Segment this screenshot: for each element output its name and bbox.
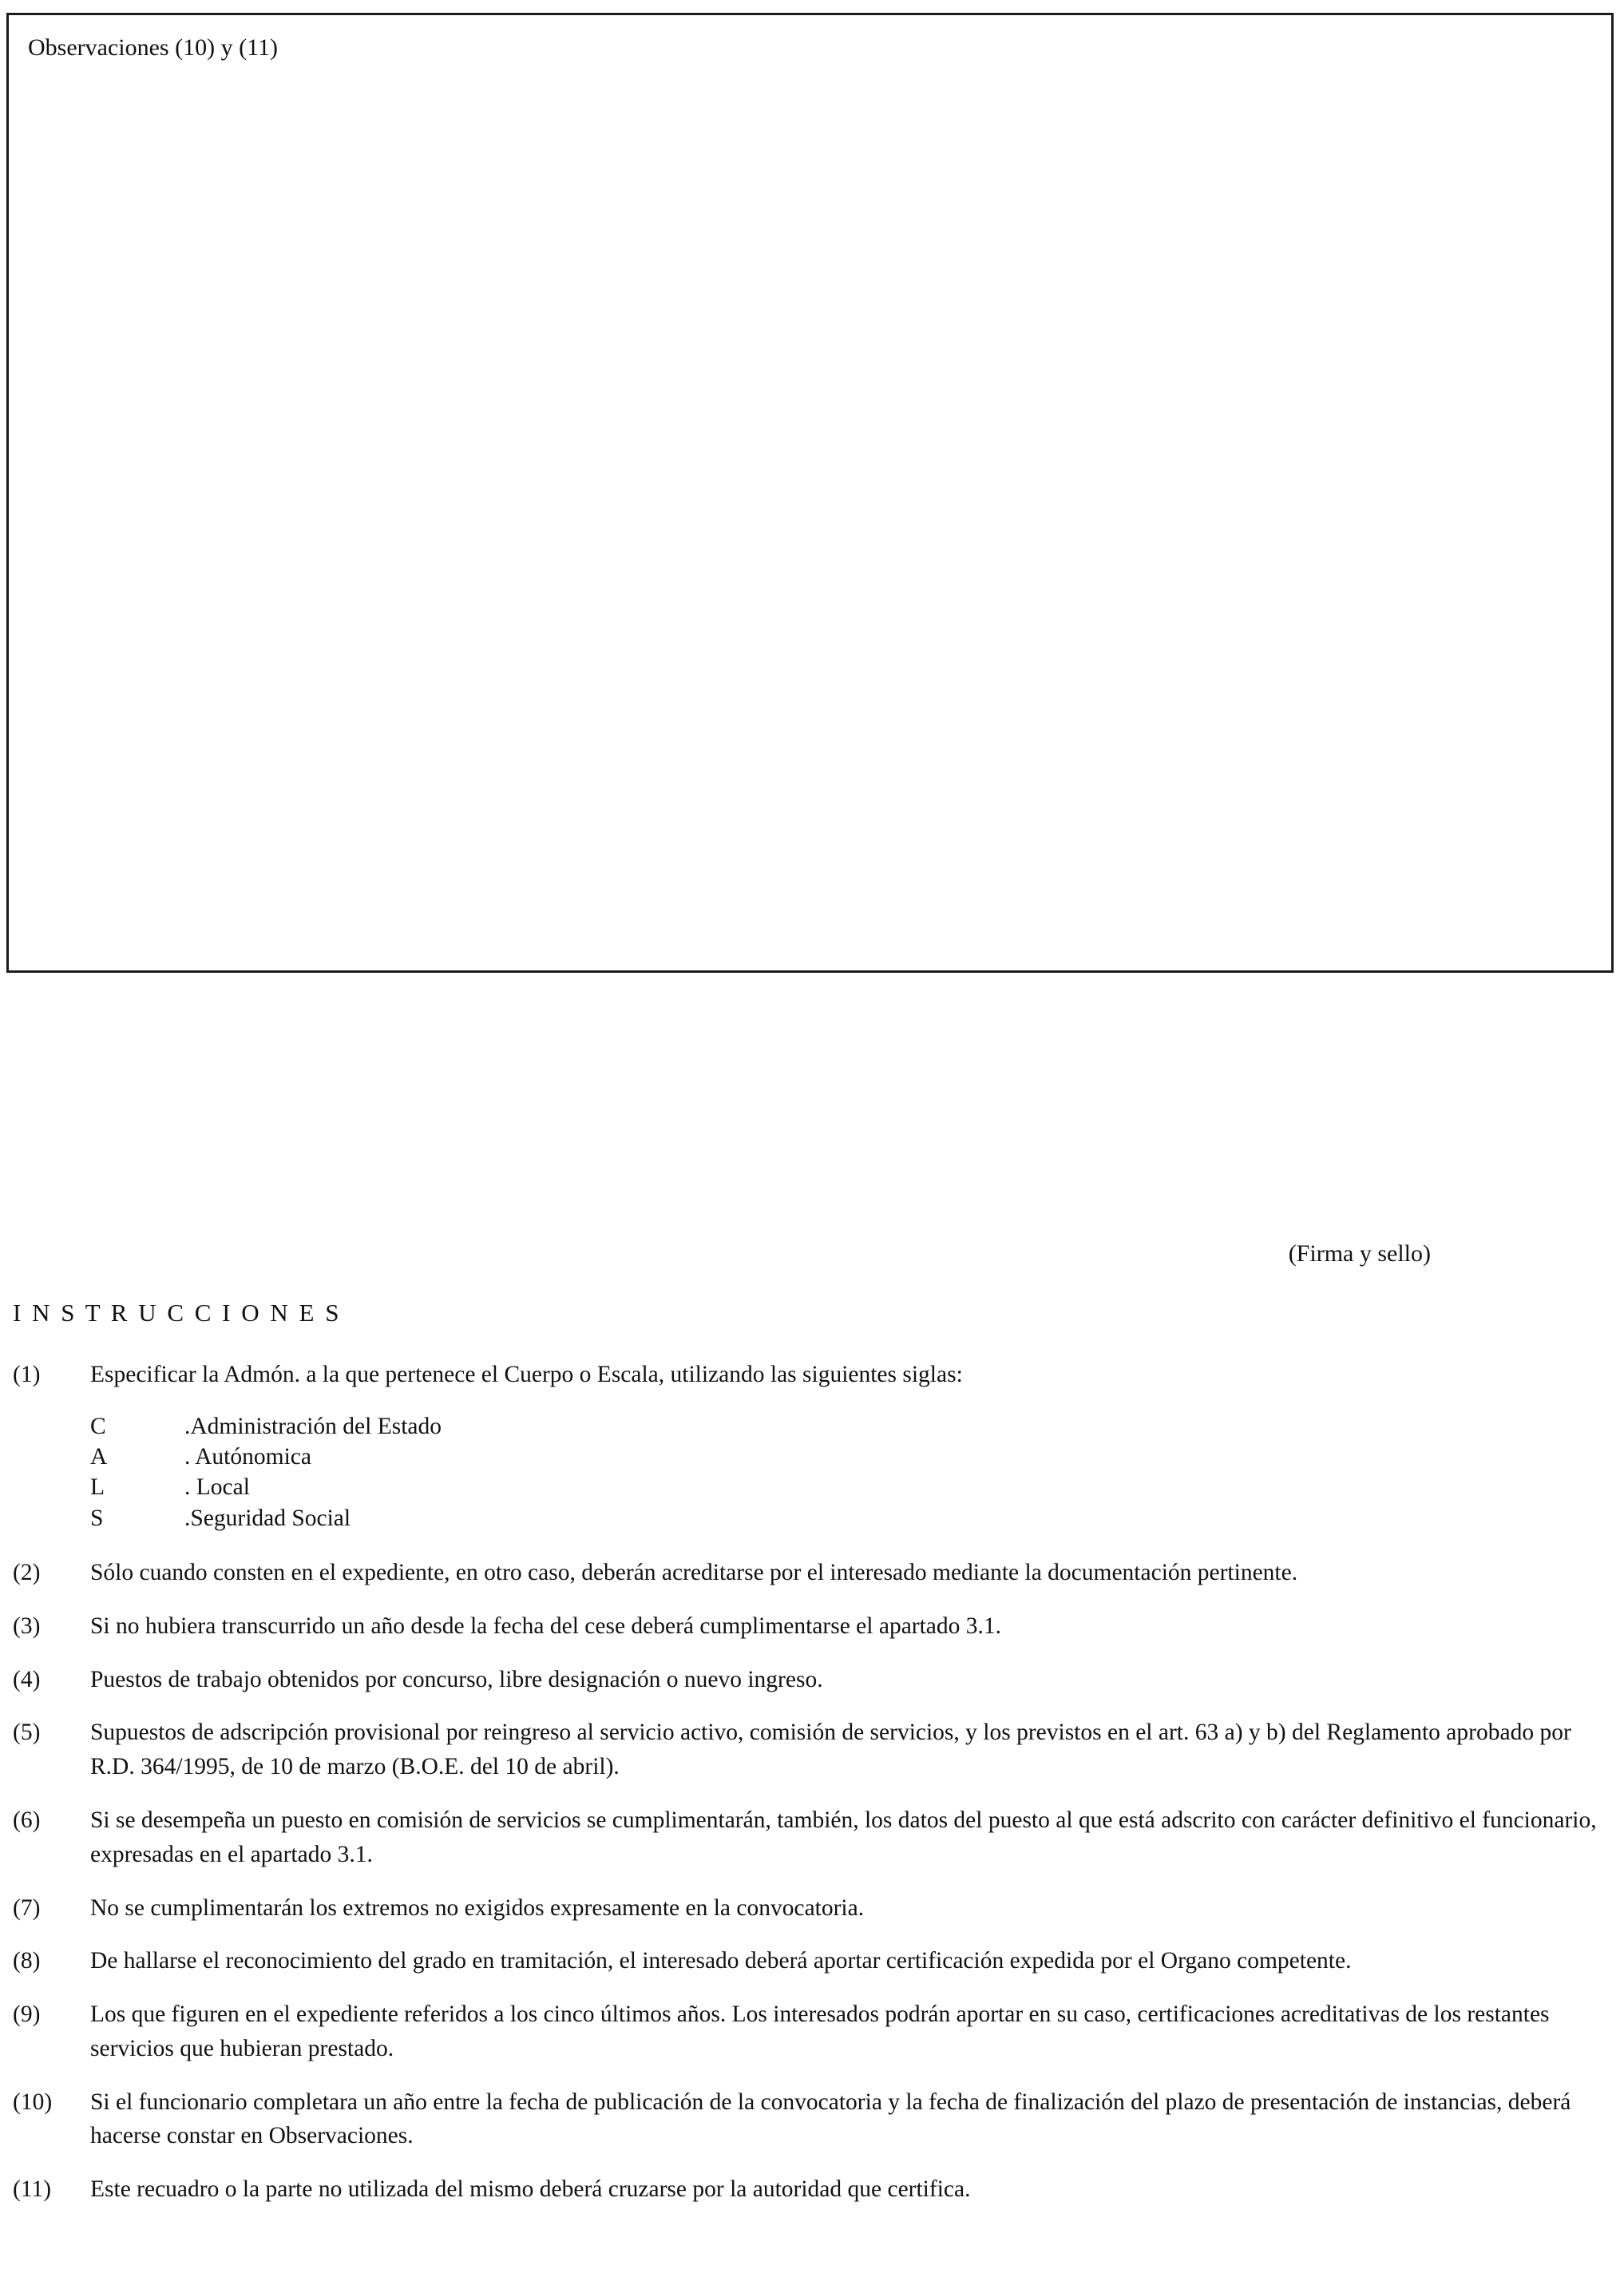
observations-box — [6, 13, 1614, 973]
instructions-list — [13, 1358, 1598, 2226]
instruction-number: (10) — [13, 2089, 53, 2115]
sigla-row-c — [90, 1411, 1598, 1442]
instruction-text: Este recuadro o la parte no utilizada del mismo deberá cruzarse por la autoridad que certifica. — [90, 2176, 971, 2203]
instruction-number: (3) — [13, 1613, 41, 1639]
instruction-number: (1) — [13, 1362, 41, 1387]
sigla-letter: S — [90, 1505, 104, 1531]
instructions-title: I N S T R U C C I O N E S — [13, 1299, 342, 1327]
instruction-number: (9) — [13, 2001, 41, 2028]
instruction-item-8 — [13, 1944, 1598, 1978]
instruction-text: Supuestos de adscripción provisional por reingreso al servicio activo, comisión de servicios, y los previstos en el art. 63 a) y b) del Reglamento aprobado por R.D. 364/1995, de 10 de marzo (B.O.E. del 10 de abril). — [90, 1720, 1571, 1780]
instruction-text: Si no hubiera transcurrido un año desde la fecha del cese deberá cumplimentarse el apartado 3.1. — [90, 1613, 1002, 1639]
instruction-number: (8) — [13, 1948, 41, 1974]
sigla-letter: A — [90, 1444, 108, 1470]
instruction-item-10 — [13, 2085, 1598, 2154]
observations-label: Observaciones (10) y (11) — [28, 34, 278, 61]
siglas-list — [90, 1411, 1598, 1533]
sigla-description: . Autónomica — [184, 1444, 311, 1470]
instruction-number: (7) — [13, 1894, 41, 1921]
sigla-letter: L — [90, 1474, 105, 1501]
instruction-text: Los que figuren en el expediente referidos a los cinco últimos años. Los interesados podrán aportar en su caso, certificaciones acreditativas de los restantes servicios que hubieran prestado. — [90, 2001, 1550, 2061]
instruction-text: Si se desempeña un puesto en comisión de servicios se cumplimentarán, también, los datos del puesto al que está adscrito con carácter definitivo el funcionario, expresadas en el apartado 3.1. — [90, 1807, 1597, 1867]
instruction-number: (4) — [13, 1666, 41, 1692]
instruction-item-5 — [13, 1716, 1598, 1784]
instruction-number: (11) — [13, 2176, 52, 2203]
sigla-row-l — [90, 1472, 1598, 1502]
sigla-letter: C — [90, 1413, 106, 1439]
signature-and-seal-label: (Firma y sello) — [1288, 1240, 1431, 1267]
instruction-item-11 — [13, 2172, 1598, 2207]
instruction-text: De hallarse el reconocimiento del grado en tramitación, el interesado deberá aportar certificación expedida por el Organo competente. — [90, 1948, 1352, 1974]
instruction-item-9 — [13, 1997, 1598, 2066]
instruction-text: Si el funcionario completara un año entre la fecha de publicación de la convocatoria y la fecha de finalización del plazo de presentación de instancias, deberá hacerse constar en Observaciones. — [90, 2089, 1571, 2149]
instruction-item-4 — [13, 1663, 1598, 1697]
instruction-number: (5) — [13, 1720, 41, 1746]
instruction-text: No se cumplimentarán los extremos no exigidos expresamente en la convocatoria. — [90, 1894, 865, 1921]
instruction-item-7 — [13, 1891, 1598, 1926]
instruction-text: Puestos de trabajo obtenidos por concurso, libre designación o nuevo ingreso. — [90, 1666, 823, 1692]
instruction-item-3 — [13, 1609, 1598, 1644]
instruction-number: (2) — [13, 1560, 41, 1586]
instruction-text: Especificar la Admón. a la que pertenece el Cuerpo o Escala, utilizando las siguientes siglas: — [90, 1362, 963, 1387]
sigla-row-a — [90, 1442, 1598, 1472]
sigla-description: .Seguridad Social — [184, 1505, 351, 1531]
instruction-item-1 — [13, 1358, 1598, 1392]
sigla-description: .Administración del Estado — [184, 1413, 442, 1439]
instruction-item-6 — [13, 1803, 1598, 1872]
instruction-number: (6) — [13, 1807, 41, 1833]
sigla-description: . Local — [184, 1474, 250, 1501]
instruction-item-2 — [13, 1556, 1598, 1590]
sigla-row-s — [90, 1503, 1598, 1533]
instruction-text: Sólo cuando consten en el expediente, en otro caso, deberán acreditarse por el interesado mediante la documentación pertinente. — [90, 1560, 1298, 1586]
